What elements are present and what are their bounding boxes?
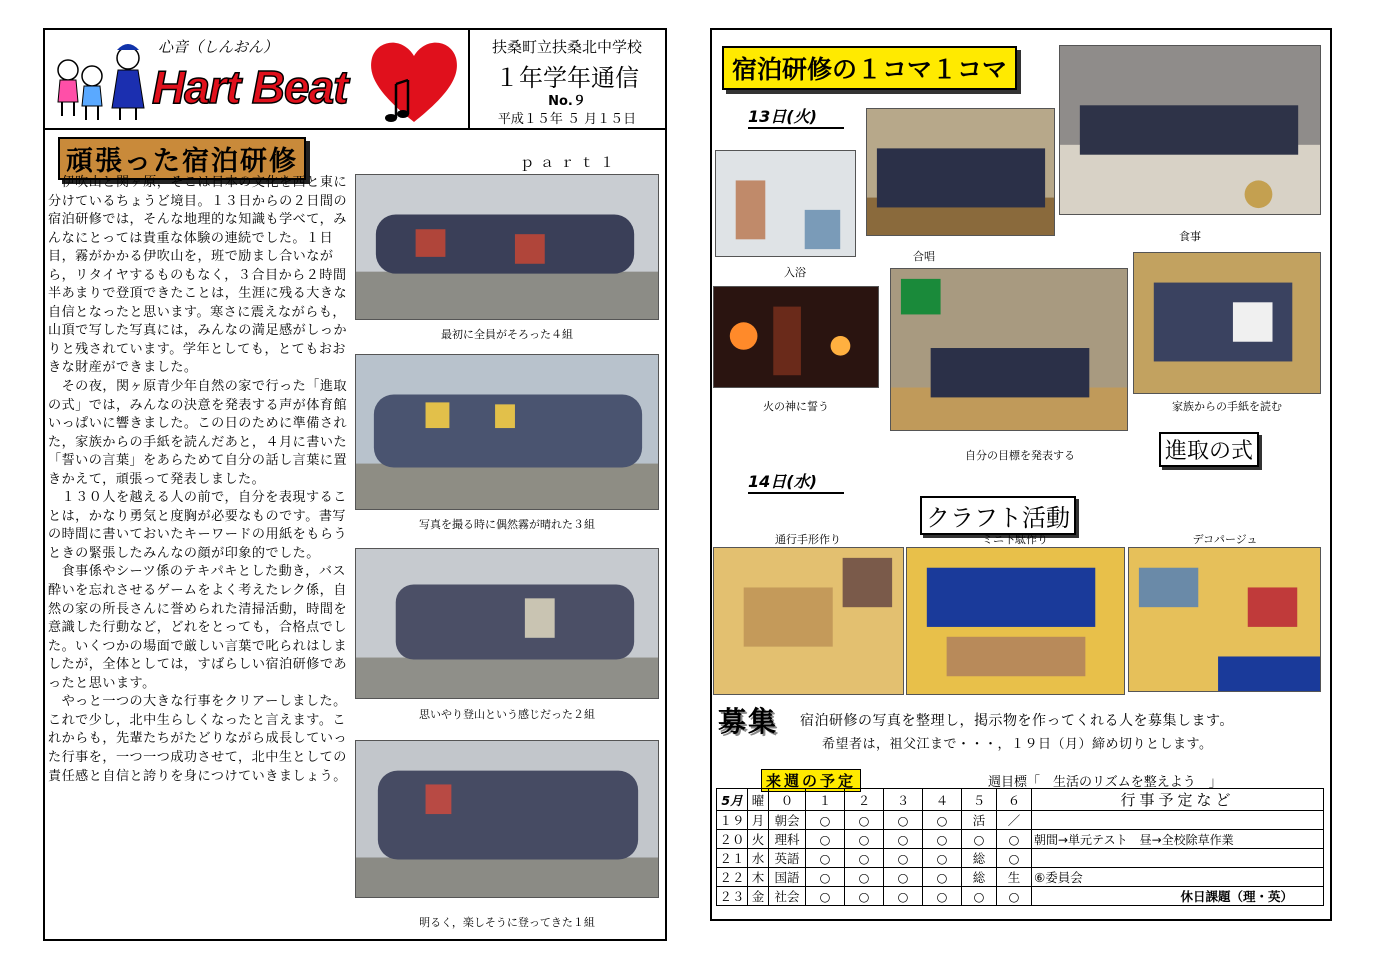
ceremony-label: 進取の式 — [1159, 432, 1259, 467]
issue-number: No.９ — [548, 94, 586, 109]
schedule-table — [716, 788, 1324, 906]
caption-goals: 自分の目標を発表する — [965, 449, 1075, 462]
table-row — [717, 868, 1324, 887]
paragraph: 伊吹山と関ヶ原，そこは日本の文化を西と東に分けているちょうど境目。１３日からの２日間の宿泊研修では，そんな地理的な知識も学べて，みんなにとっては貴重な体験の連続でした。１日目，霧がかかる伊吹山を，班で励まし合いながら，リタイヤするものもなく，３合目から２時間半あまりで登頂できたことは，生涯に残る大きな自信となったと思います。寒さに震えながらも，山頂で写した写真には，みんなの満足感がしっかりと残されています。学年としても，とてもおおきな財産ができました。 — [48, 175, 348, 376]
caption-pass: 通行手形作り — [775, 533, 841, 546]
cell: 理科 — [769, 830, 806, 849]
cell: ○ — [884, 830, 923, 849]
article-body — [48, 174, 350, 786]
right-headline: 宿泊研修の１コマ１コマ — [722, 46, 1017, 90]
photo-caption: 明るく，楽しそうに登ってきた１組 — [419, 916, 595, 929]
cell: １９ — [717, 811, 748, 830]
article-part: ｐａｒｔ１ — [520, 155, 620, 171]
photo-goals — [890, 268, 1128, 431]
weekly-goal: 週目標「 生活のリズムを整えよう 」 — [988, 775, 1222, 790]
cell: ○ — [845, 849, 884, 868]
photo-letters — [1133, 252, 1321, 394]
cell: 英語 — [769, 849, 806, 868]
article-headline: 頑張った宿泊研修 — [58, 137, 306, 180]
header-cell: 5月 — [717, 789, 748, 811]
issue-date: 平成１５年 ５ 月１５日 — [497, 112, 637, 127]
cell: 生 — [997, 868, 1032, 887]
caption-bath: 入浴 — [784, 266, 806, 279]
cell: ○ — [845, 868, 884, 887]
cell: 月 — [748, 811, 769, 830]
header-cell: １ — [806, 789, 845, 811]
newsletter-name: １年学年通信 — [495, 64, 639, 92]
recruit-line2: 希望者は，祖父江まで・・・，１９日（月）締め切りとします。 — [822, 737, 1213, 752]
cell: ○ — [923, 849, 962, 868]
cell: ○ — [806, 887, 845, 906]
day1-heading: 13日(火) — [748, 104, 844, 129]
cell: ○ — [845, 811, 884, 830]
cell: 木 — [748, 868, 769, 887]
photo-pass — [713, 547, 904, 695]
cell: ○ — [962, 887, 997, 906]
photo-bath — [715, 150, 856, 257]
cell: 水 — [748, 849, 769, 868]
cell: ○ — [923, 868, 962, 887]
masthead-divider — [45, 128, 665, 130]
cell: 総 — [962, 849, 997, 868]
school-name: 扶桑町立扶桑北中学校 — [491, 38, 642, 56]
group-photo — [355, 174, 659, 320]
photo-fire — [713, 286, 879, 388]
cell — [1032, 849, 1324, 868]
group-photo — [355, 740, 659, 898]
table-row — [717, 811, 1324, 830]
photo-caption: 写真を撮る時に偶然霧が晴れた３組 — [419, 518, 595, 531]
group-photo — [355, 354, 659, 510]
cell: ２０ — [717, 830, 748, 849]
cell: ２２ — [717, 868, 748, 887]
table-row — [717, 849, 1324, 868]
cell: ○ — [806, 811, 845, 830]
cartoon-kids-icon — [50, 36, 150, 122]
cell: ○ — [845, 830, 884, 849]
table-row — [717, 887, 1324, 906]
caption-chorus: 合唱 — [913, 250, 935, 263]
cell: 活 — [962, 811, 997, 830]
header-cell: ５ — [962, 789, 997, 811]
cell: ○ — [997, 849, 1032, 868]
script-title: 心音（しんおん） — [158, 38, 279, 56]
caption-decoupage: デコパージュ — [1192, 533, 1258, 546]
cell: 朝会 — [769, 811, 806, 830]
header-cell: ０ — [769, 789, 806, 811]
paragraph: やっと一つの大きな行事をクリアーしました。これで少し，北中生らしくなったと言えます。これからも，先輩たちがたどりながら成長していった行事を，一つ一つ成功させて，北中生としての責任感と自信と誇りを身につけていきましょう。 — [48, 694, 348, 784]
photo-caption: 思いやり登山という感じだった２組 — [419, 708, 595, 721]
cell: 総 — [962, 868, 997, 887]
header-cell: ６ — [997, 789, 1032, 811]
table-row — [717, 830, 1324, 849]
cell: 朝間→単元テスト 昼→全校除草作業 — [1032, 830, 1324, 849]
masthead-vline — [468, 30, 470, 128]
header-cell: 行事予定など — [1032, 789, 1324, 811]
craft-label: クラフト活動 — [920, 496, 1076, 535]
cell: ○ — [806, 849, 845, 868]
table-header-row — [717, 789, 1324, 811]
photo-meal — [1059, 45, 1321, 215]
cell: ○ — [962, 830, 997, 849]
cell: ○ — [997, 830, 1032, 849]
paragraph: １３０人を越える人の前で，自分を表現することは，かなり勇気と度胸が必要なものです。書写の時間に書いておいたキーワードの用紙をもらうときの緊張したみんなの顔が印象的でした。 — [48, 490, 348, 561]
caption-fire: 火の神に誓う — [763, 400, 829, 413]
cell: ○ — [806, 868, 845, 887]
photo-chorus — [866, 108, 1055, 236]
cell: ○ — [923, 811, 962, 830]
cell: 国語 — [769, 868, 806, 887]
photo-caption: 最初に全員がそろった４組 — [441, 328, 573, 341]
cell: 社会 — [769, 887, 806, 906]
recruit-line1: 宿泊研修の写真を整理し，掲示物を作ってくれる人を募集します。 — [800, 713, 1234, 729]
cell: ○ — [997, 887, 1032, 906]
schedule-title: 来週の予定 — [761, 769, 861, 792]
photo-geta — [906, 547, 1125, 695]
cell: ⑥委員会 — [1032, 868, 1324, 887]
header-cell: ３ — [884, 789, 923, 811]
day2-heading: 14日(水) — [748, 469, 844, 494]
caption-geta: ミニ下駄作り — [982, 533, 1048, 546]
cell: ２１ — [717, 849, 748, 868]
caption-meal: 食事 — [1179, 230, 1201, 243]
cell: 火 — [748, 830, 769, 849]
cell: ○ — [923, 887, 962, 906]
photo-decoupage — [1128, 547, 1321, 692]
cell: 休日課題（理・英） — [1032, 887, 1324, 906]
recruit-label: 募集 — [718, 705, 779, 738]
paragraph: 食事係やシーツ係のテキパキとした動き，バス酔いを忘れさせるゲームをよく考えたレク係，自然の家の所長さんに誉められた清掃活動，時間を意識した行動など，どれをとっても，合格点でした。いくつかの場面で厳しい言葉で叱られはしましたが，全体としては，すばらしい宿泊研修であったと思います。 — [48, 564, 348, 691]
caption-letters: 家族からの手紙を読む — [1172, 400, 1282, 413]
header-cell: 曜 — [748, 789, 769, 811]
cell: ○ — [806, 830, 845, 849]
cell: ○ — [884, 868, 923, 887]
cell: ○ — [884, 849, 923, 868]
hart-beat-logo: Hart Beat — [152, 61, 348, 113]
cell: ○ — [845, 887, 884, 906]
cell: ○ — [884, 887, 923, 906]
cell: ○ — [923, 830, 962, 849]
header-cell: ２ — [845, 789, 884, 811]
cell: ○ — [884, 811, 923, 830]
heart-icon — [366, 34, 462, 126]
cell: 金 — [748, 887, 769, 906]
cell — [1032, 811, 1324, 830]
paragraph: その夜，関ヶ原青少年自然の家で行った「進取の式」では，みんなの決意を発表する声が体育館いっぱいに響きました。この日のために準備された，家族からの手紙を読んだあと，４月に書いた「誓いの言葉」をあらためて自分の話し言葉に置きかえて，頑張って発表しました。 — [48, 379, 348, 487]
header-cell: ４ — [923, 789, 962, 811]
group-photo — [355, 548, 659, 699]
cell: ／ — [997, 811, 1032, 830]
cell: ２３ — [717, 887, 748, 906]
